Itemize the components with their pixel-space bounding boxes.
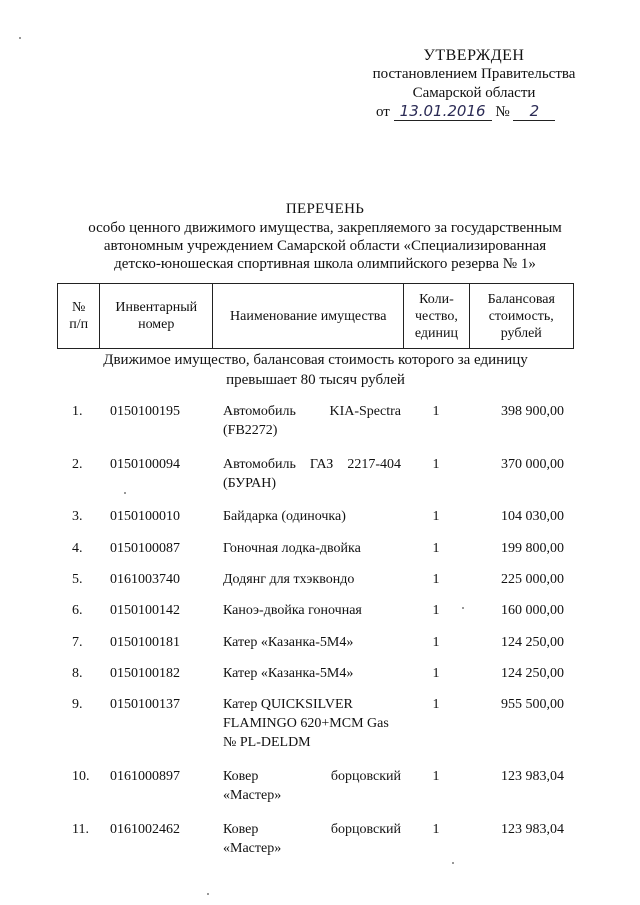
item-name: Байдарка (одиночка): [223, 509, 346, 524]
inventory-number: 0150100094: [110, 457, 180, 472]
item-name: Катер «Казанка-5М4»: [223, 666, 354, 681]
item-name: Катер QUICKSILVER FLAMINGO 620+MCM Gas № PL-DELDM: [223, 697, 389, 750]
title-line-1: особо ценного движимого имущества, закрепляемого за государственным: [88, 220, 562, 236]
row-number: 8.: [72, 666, 83, 681]
title-line-2: автономным учреждением Самарской области «Специализированная: [103, 238, 547, 254]
handwritten-number: 2: [513, 103, 555, 121]
item-cost: 104 030,00: [501, 509, 564, 524]
item-cost: 370 000,00: [501, 457, 564, 472]
document-title: [40, 200, 610, 273]
item-quantity: 1: [432, 404, 440, 419]
inventory-number: 0161000897: [110, 769, 180, 784]
header-name: Наименование имущества: [213, 284, 404, 349]
item-quantity: 1: [432, 635, 440, 650]
inventory-number: 0150100181: [110, 635, 180, 650]
item-cost: 124 250,00: [501, 666, 564, 681]
item-cost: 225 000,00: [501, 572, 564, 587]
row-number: 1.: [72, 404, 83, 419]
item-name: Ковер борцовский «Мастер»: [223, 822, 401, 856]
item-cost: 124 250,00: [501, 635, 564, 650]
approval-block: [360, 46, 588, 122]
header-inventory: Инвентарный номер: [100, 284, 213, 349]
handwritten-date: 13.01.2016: [394, 103, 492, 121]
inventory-number: 0150100087: [110, 541, 180, 556]
inventory-number: 0150100010: [110, 509, 180, 524]
item-cost: 398 900,00: [501, 404, 564, 419]
row-number: 3.: [72, 509, 83, 524]
row-number: 2.: [72, 457, 83, 472]
inventory-number: 0150100142: [110, 603, 180, 618]
row-number: 4.: [72, 541, 83, 556]
scan-speck: [19, 37, 21, 39]
row-number: 7.: [72, 635, 83, 650]
item-quantity: 1: [432, 509, 440, 524]
section-line-1: Движимое имущество, балансовая стоимость которого за единицу: [103, 352, 528, 368]
inventory-number: 0161002462: [110, 822, 180, 837]
scan-speck: [207, 893, 209, 895]
row-number: 10.: [72, 769, 90, 784]
approval-line-1: постановлением Правительства: [372, 66, 576, 82]
approval-line-2: Самарской области: [412, 85, 536, 101]
item-cost: 123 983,04: [501, 822, 564, 837]
item-quantity: 1: [432, 572, 440, 587]
header-quantity: Коли-чество, единиц: [404, 284, 469, 349]
scan-speck: [462, 607, 464, 609]
row-number: 9.: [72, 697, 83, 712]
inventory-number: 0150100137: [110, 697, 180, 712]
number-label: №: [495, 104, 510, 120]
item-name: Додянг для тхэквондо: [223, 572, 355, 587]
section-line-2: превышает 80 тысяч рублей: [226, 372, 405, 388]
inventory-number: 0150100195: [110, 404, 180, 419]
item-quantity: 1: [432, 603, 440, 618]
item-quantity: 1: [432, 769, 440, 784]
row-number: 6.: [72, 603, 83, 618]
inventory-number: 0150100182: [110, 666, 180, 681]
inventory-number: 0161003740: [110, 572, 180, 587]
item-quantity: 1: [432, 457, 440, 472]
section-heading: [57, 350, 574, 390]
item-name: Ковер борцовский «Мастер»: [223, 769, 401, 803]
title-line-3: детско-юношеская спортивная школа олимпийского резерва № 1»: [114, 256, 536, 272]
item-name: Каноэ-двойка гоночная: [223, 603, 362, 618]
title-heading: ПЕРЕЧЕНЬ: [285, 201, 365, 217]
approval-title: УТВЕРЖДЕН: [423, 47, 525, 64]
item-quantity: 1: [432, 666, 440, 681]
scan-speck: [452, 862, 454, 864]
scan-speck: [124, 492, 126, 494]
item-name: Автомобиль ГАЗ 2217-404 (БУРАН): [223, 457, 401, 491]
item-cost: 123 983,04: [501, 769, 564, 784]
item-name: Катер «Казанка-5М4»: [223, 635, 354, 650]
item-quantity: 1: [432, 541, 440, 556]
item-cost: 955 500,00: [501, 697, 564, 712]
row-number: 11.: [72, 822, 89, 837]
header-num: № п/п: [58, 284, 100, 349]
from-label: от: [376, 104, 390, 120]
item-name: Гоночная лодка-двойка: [223, 541, 361, 556]
item-quantity: 1: [432, 822, 440, 837]
table-header: [57, 283, 574, 349]
approval-date-line: [360, 103, 588, 122]
item-quantity: 1: [432, 697, 440, 712]
header-cost: Балансовая стоимость, рублей: [469, 284, 573, 349]
item-cost: 199 800,00: [501, 541, 564, 556]
item-name: Автомобиль KIA-Spectra (FB2272): [223, 404, 401, 438]
item-cost: 160 000,00: [501, 603, 564, 618]
row-number: 5.: [72, 572, 83, 587]
